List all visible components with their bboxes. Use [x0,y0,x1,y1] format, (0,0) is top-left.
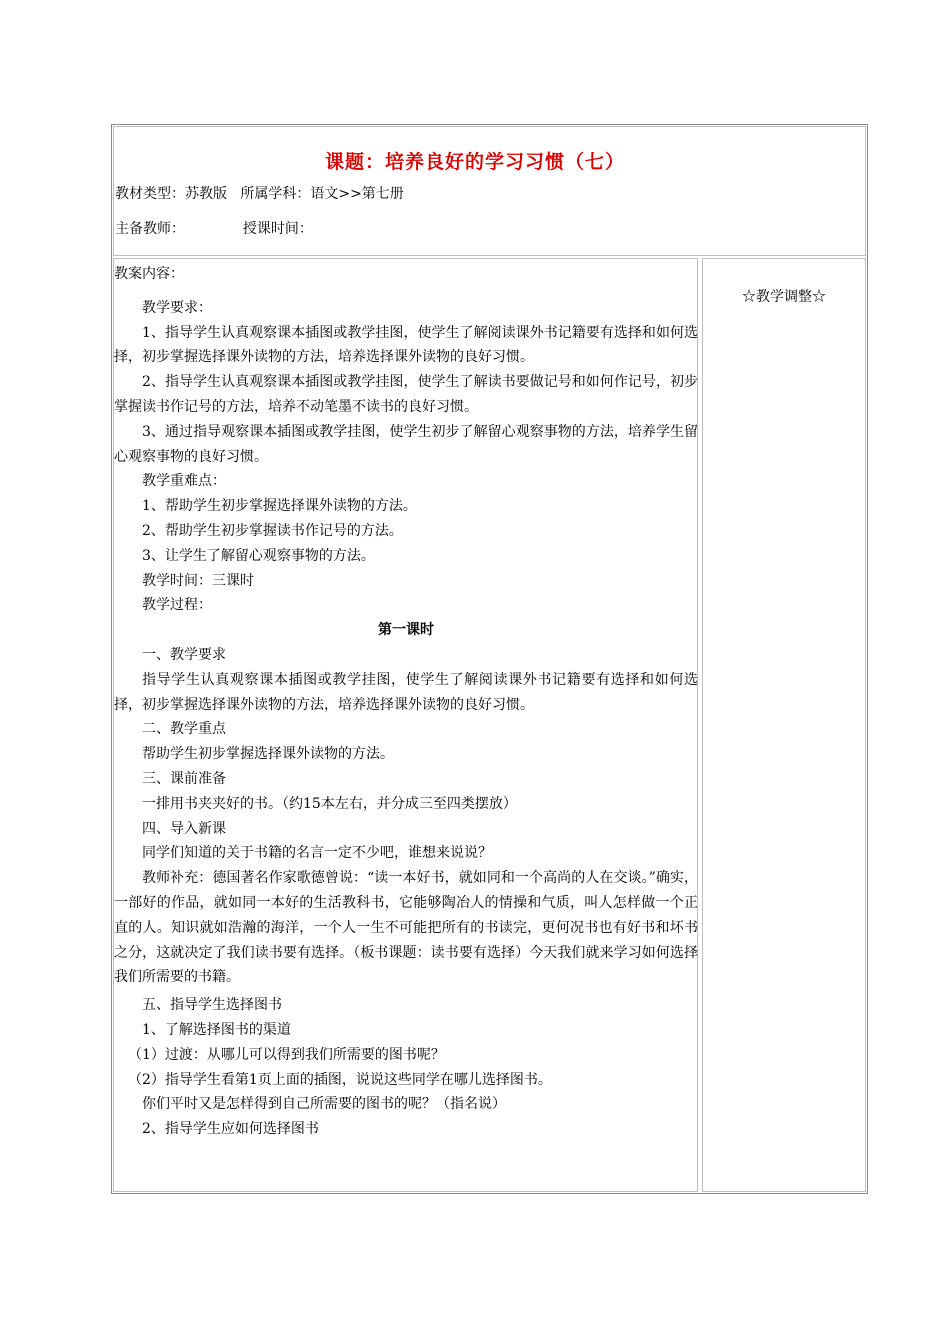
section-title: 第一课时 [378,622,434,639]
meta-line-teacher-time: 主备教师： 授课时间： [115,221,313,237]
paragraph: （1）过渡：从哪儿可以得到我们所需要的图书呢？ [128,1046,445,1063]
paragraph: 教学时间：三课时 [142,572,254,589]
paragraph: 五、指导学生选择图书 [142,997,282,1014]
paragraph [114,321,698,371]
paragraph: 1、帮助学生初步掌握选择课外读物的方法。 [142,498,417,515]
paragraph: 你们平时又是怎样得到自己所需要的图书的呢？（指名说） [142,1096,506,1113]
paragraph-text: 3、通过指导观察课本插图或教学挂图，使学生初步了解留心观察事物的方法，培养学生留心观察事物的良好习惯。 [114,423,698,465]
teaching-adjust-heading: ☆教学调整☆ [742,289,826,305]
paragraph: 三、课前准备 [142,770,226,787]
paragraph: 2、指导学生应如何选择图书 [142,1121,319,1138]
paragraph: （2）指导学生看第1页上面的插图，说说这些同学在哪儿选择图书。 [128,1071,552,1088]
paragraph: 3、让学生了解留心观察事物的方法。 [142,547,375,564]
paragraph [114,866,698,990]
meta-line-type-subject: 教材类型：苏教版 所属学科：语文>>第七册 [115,186,404,202]
paragraph: 二、教学重点 [142,721,226,738]
paragraph-text: 教师补充：德国著名作家歌德曾说：“读一本好书，就如同和一个高尚的人在交谈。”确实，一部好的作品，就如同一本好的生活教科书，它能够陶冶人的情操和气质，叫人怎样做一个正直的人。知识就如浩瀚的海洋，一个人一生不可能把所有的书读完，更何况书也有好书和坏书之分，这就决定了我们读书要有选择。（板书课题：读书要有选择）今天我们就来学习如何选择我们所需要的书籍。 [114,870,698,986]
paragraph-text: 2、指导学生认真观察课本插图或教学挂图，使学生了解读书要做记号和如何作记号，初步掌握读书作记号的方法，培养不动笔墨不读书的良好习惯。 [114,374,698,415]
paragraph [114,668,698,718]
paragraph-text: 1、指导学生认真观察课本插图或教学挂图，使学生了解阅读课外书记籍要有选择和如何选择，初步掌握选择课外读物的方法，培养选择课外读物的良好习惯。 [114,324,698,366]
page-title: 课题：培养良好的学习习惯（七） [324,151,625,173]
paragraph: 教学要求： [142,299,212,316]
paragraph [114,420,698,470]
paragraph: 一排用书夹夹好的书。（约15本左右，并分成三至四类摆放） [142,795,517,812]
paragraph: 2、帮助学生初步掌握读书作记号的方法。 [142,522,403,539]
paragraph: 同学们知道的关于书籍的名言一定不少吧，谁想来说说？ [142,845,492,862]
paragraph: 教学过程： [142,597,212,614]
paragraph: 教学重难点： [142,473,226,490]
paragraph: 四、导入新课 [142,820,226,837]
paragraph: 帮助学生初步掌握选择课外读物的方法。 [142,746,394,763]
paragraph: 1、了解选择图书的渠道 [142,1021,291,1038]
lesson-content [114,262,698,1142]
paragraph [114,370,698,420]
content-label: 教案内容： [114,266,184,282]
paragraph-text: 指导学生认真观察课本插图或教学挂图，使学生了解阅读课外书记籍要有选择和如何选择，初步掌握选择课外读物的方法，培养选择课外读物的良好习惯。 [114,671,698,713]
adjust-cell [702,258,866,1192]
paragraph: 一、教学要求 [142,646,226,663]
